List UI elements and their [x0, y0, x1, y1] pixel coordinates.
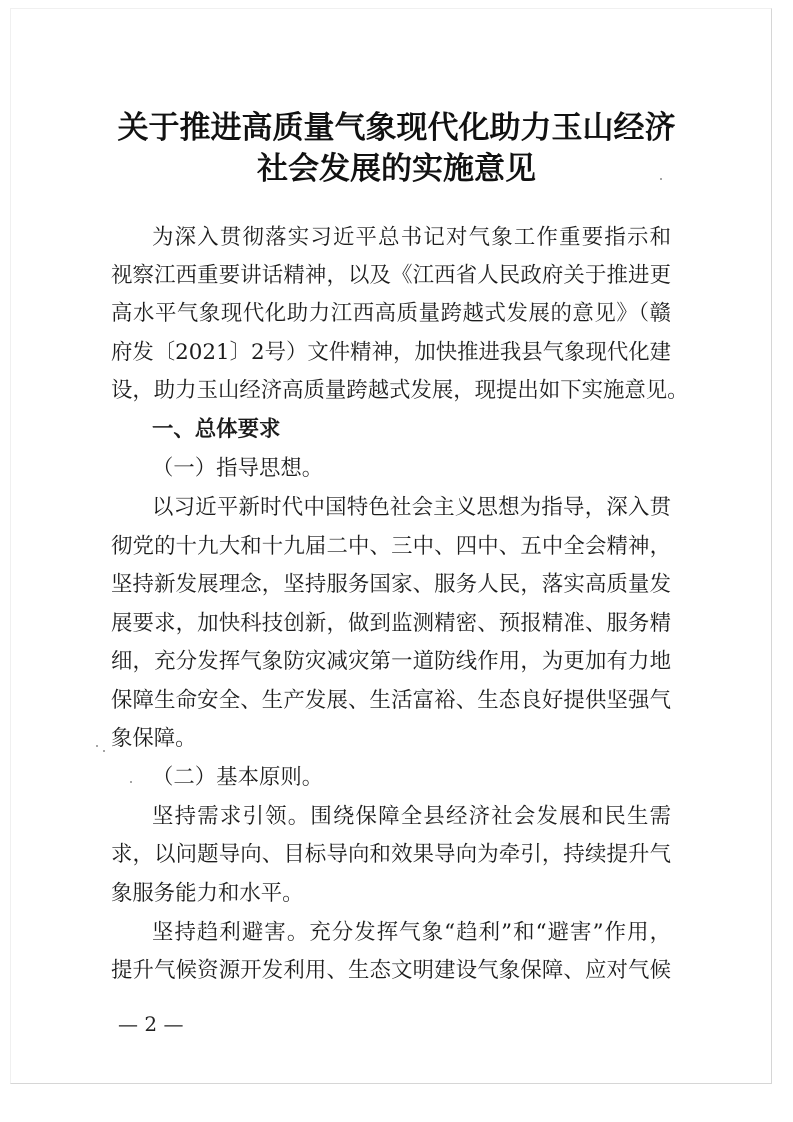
body-line: 设，助力玉山经济高质量跨越式发展，现提出如下实施意见。: [111, 378, 689, 403]
scan-speck: [130, 781, 132, 783]
body-line: 视察江西重要讲话精神，以及《江西省人民政府关于推进更: [111, 263, 671, 288]
body-line: 保障生命安全、生产发展、生活富裕、生态良好提供坚强气: [111, 688, 671, 713]
body-line: 提升气候资源开发利用、生态文明建设气象保障、应对气候: [111, 958, 671, 983]
body-line: 为深入贯彻落实习近平总书记对气象工作重要指示和: [152, 225, 671, 250]
section-heading: 一、总体要求: [152, 417, 281, 442]
scan-speck: [96, 745, 98, 747]
body-line: 象保障。: [111, 726, 197, 751]
scan-speck: [103, 750, 105, 752]
body-line: 府发〔2021〕2号）文件精神，加快推进我县气象现代化建: [111, 340, 672, 365]
body-line: 高水平气象现代化助力江西高质量跨越式发展的意见》（赣: [111, 301, 671, 326]
body-line: 象服务能力和水平。: [111, 881, 304, 906]
body-line: 展要求，加快科技创新，做到监测精密、预报精准、服务精: [111, 611, 671, 636]
document-title-line-2: 社会发展的实施意见: [257, 151, 536, 187]
body-line: 坚持趋利避害。充分发挥气象“趋利”和“避害”作用，: [152, 920, 671, 945]
body-line: 坚持需求引领。围绕保障全县经济社会发展和民生需: [152, 804, 671, 829]
document-title-line-1: 关于推进高质量气象现代化助力玉山经济: [117, 110, 676, 146]
body-line: 彻党的十九大和十九届二中、三中、四中、五中全会精神，: [111, 534, 671, 559]
subsection-heading: （二）基本原则。: [152, 765, 324, 790]
subsection-heading: （一）指导思想。: [152, 456, 324, 481]
page-number: — 2 —: [118, 1012, 184, 1036]
body-line: 求，以问题导向、目标导向和效果导向为牵引，持续提升气: [111, 842, 671, 867]
body-line: 以习近平新时代中国特色社会主义思想为指导，深入贯: [152, 495, 671, 520]
body-line: 坚持新发展理念，坚持服务国家、服务人民，落实高质量发: [111, 572, 671, 597]
body-line: 细，充分发挥气象防灾减灾第一道防线作用，为更加有力地: [111, 649, 671, 674]
scan-speck: [660, 178, 662, 180]
